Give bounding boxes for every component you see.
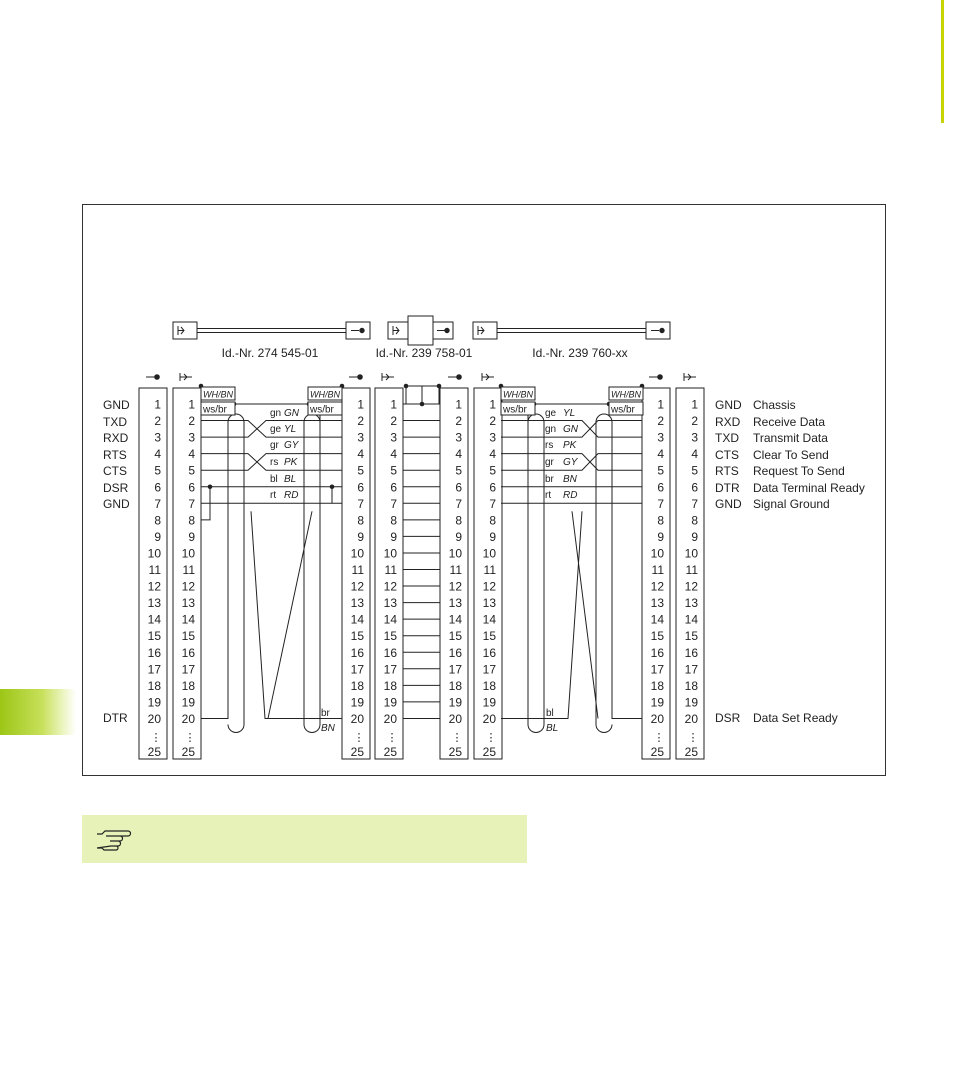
pin-number: 4 (691, 447, 698, 462)
pin-number: 4 (154, 447, 161, 462)
pin-number: 15 (383, 629, 397, 644)
pin-number: 11 (351, 563, 364, 577)
pin-number: 6 (154, 480, 161, 495)
cable-2-id: Id.-Nr. 239 760-xx (532, 346, 628, 360)
right-signal-code: RXD (715, 415, 741, 429)
pin-number: 10 (181, 546, 195, 561)
pin-number: 10 (684, 546, 698, 561)
pin-number: 13 (650, 596, 664, 611)
left-signal: RXD (103, 431, 129, 445)
left-signal: DSR (103, 481, 129, 495)
pin-number: 14 (650, 612, 664, 627)
pin-number: 1 (657, 397, 664, 412)
pin-number: 11 (449, 563, 462, 577)
right-signal-desc: Data Terminal Ready (753, 481, 865, 495)
pin-number: 3 (691, 430, 698, 445)
pin-number: 5 (390, 463, 397, 478)
pin-number: 15 (350, 629, 364, 644)
pin-number: 20 (181, 711, 195, 726)
pin-number: 13 (181, 596, 195, 611)
pin-number: 9 (657, 529, 664, 544)
dtr-loop (201, 414, 244, 732)
female-connector-icon (349, 375, 362, 380)
wire-color-en: GN (563, 424, 578, 435)
right-signal-code: GND (715, 398, 742, 412)
pin-number: 2 (455, 414, 462, 429)
pin-number: 7 (390, 496, 397, 511)
pin-number: 19 (383, 695, 397, 710)
pin-number: 9 (154, 529, 161, 544)
pin-number: 25 (684, 745, 698, 760)
wire-color-de: gn (545, 424, 557, 435)
pin-column (474, 388, 502, 759)
pin-number: 20 (482, 711, 496, 726)
wire-color-en: BL (284, 474, 297, 485)
pin-number: 14 (181, 612, 195, 627)
pin-number: 5 (489, 463, 496, 478)
pin-number: 16 (650, 645, 664, 660)
cable-1-shield-label-right: WH/BN (310, 389, 340, 400)
pin-number: 16 (383, 645, 397, 660)
pin-number: 16 (684, 645, 698, 660)
right-signal-code: DTR (715, 481, 740, 495)
pin-number: 7 (357, 496, 364, 511)
wire-color-en: RD (284, 490, 299, 501)
wire-color-de: gr (545, 457, 554, 468)
pin-number: 3 (154, 430, 161, 445)
pin-ellipsis: ⋮ (184, 732, 196, 744)
pin-number: 8 (455, 513, 462, 528)
male-connector-icon (684, 373, 696, 381)
wires (199, 384, 645, 733)
dtr-cross (501, 511, 582, 718)
pin-number: 6 (357, 480, 364, 495)
pin-number: 4 (489, 447, 496, 462)
pin-number: 18 (650, 678, 664, 693)
dtr-cross (251, 511, 342, 718)
pin-number: 4 (188, 447, 195, 462)
cable-2-wire-labels (501, 387, 643, 734)
pin-number: 12 (383, 579, 397, 594)
pin-number: 11 (182, 563, 195, 577)
cable-2-shield-label-right: WH/BN (611, 389, 641, 400)
adapter-pictogram (388, 316, 453, 345)
pin-column (375, 388, 403, 759)
pin-number: 20 (383, 711, 397, 726)
female-connector-icon (448, 375, 461, 380)
pin-number: 1 (188, 397, 195, 412)
cable-2-pictogram (473, 322, 670, 339)
pin-number: 2 (357, 414, 364, 429)
right-signal-code: CTS (715, 448, 739, 462)
pin-number: 7 (188, 496, 195, 511)
pin-number: 13 (482, 596, 496, 611)
dtr-wire-en: BL (546, 723, 559, 734)
wire-color-en: PK (284, 457, 298, 468)
pin-number: 12 (482, 579, 496, 594)
pin-number: 20 (650, 711, 664, 726)
cable-1-wire-labels (201, 387, 342, 734)
pin-number: 18 (350, 678, 364, 693)
right-signal-dsr-code: DSR (715, 711, 741, 725)
right-signal-desc: Request To Send (753, 464, 845, 478)
pin-number: 15 (650, 629, 664, 644)
pin-number: 25 (482, 745, 496, 760)
wire-color-de: rs (545, 440, 554, 451)
pin-number: 17 (383, 662, 397, 677)
pin-number: 3 (357, 430, 364, 445)
cable-2-shield-label: WH/BN (503, 389, 533, 400)
male-connector-icon (382, 373, 394, 381)
pin-number: 7 (154, 496, 161, 511)
pin-number: 9 (489, 529, 496, 544)
right-signal-code: RTS (715, 464, 739, 478)
wire-color-de: br (545, 474, 554, 485)
pin-number: 5 (154, 463, 161, 478)
right-signal-code: GND (715, 497, 742, 511)
pin-number: 25 (383, 745, 397, 760)
left-signal: TXD (103, 415, 127, 429)
pin-number: 3 (489, 430, 496, 445)
pin-number: 3 (390, 430, 397, 445)
pin-number: 11 (483, 563, 496, 577)
pin-number: 6 (489, 480, 496, 495)
pin-number: 19 (448, 695, 462, 710)
pin-number: 7 (657, 496, 664, 511)
pin-number: 8 (691, 513, 698, 528)
right-signal-dsr-desc: Data Set Ready (753, 711, 838, 725)
right-signal-desc: Chassis (753, 398, 796, 412)
pin-ellipsis: ⋮ (353, 732, 365, 744)
pin-number: 13 (684, 596, 698, 611)
dtr-loop (596, 414, 642, 732)
pin-number: 8 (154, 513, 161, 528)
left-signal: GND (103, 398, 130, 412)
pin-number: 2 (691, 414, 698, 429)
pin-number: 16 (147, 645, 161, 660)
pin-ellipsis: ⋮ (485, 732, 497, 744)
pin-number: 14 (482, 612, 496, 627)
pin-number: 15 (181, 629, 195, 644)
dtr-cross (268, 511, 312, 718)
wire-color-de: rs (270, 457, 279, 468)
connector-symbols (146, 373, 696, 381)
pin-number: 8 (390, 513, 397, 528)
pin-number: 8 (489, 513, 496, 528)
pin-number: 18 (482, 678, 496, 693)
male-connector-icon (180, 373, 192, 381)
pin-number: 8 (357, 513, 364, 528)
pin-number: 13 (383, 596, 397, 611)
pin-number: 17 (350, 662, 364, 677)
pin-number: 15 (482, 629, 496, 644)
pin-number: 18 (147, 678, 161, 693)
pin-number: 10 (350, 546, 364, 561)
pin-number: 1 (154, 397, 161, 412)
pin-number: 3 (657, 430, 664, 445)
pin-number: 9 (390, 529, 397, 544)
pin-number: 1 (390, 397, 397, 412)
male-connector-icon (482, 373, 494, 381)
pin-number: 10 (147, 546, 161, 561)
pin-number: 19 (181, 695, 195, 710)
adapter-id: Id.-Nr. 239 758-01 (375, 346, 473, 360)
pin-number: 25 (650, 745, 664, 760)
pin-number: 12 (147, 579, 161, 594)
wire-color-en: RD (563, 490, 578, 501)
pin-number: 14 (350, 612, 364, 627)
wire-color-de: ge (270, 424, 282, 435)
left-signal: CTS (103, 464, 127, 478)
pin-number: 6 (657, 480, 664, 495)
right-signal-desc: Clear To Send (753, 448, 829, 462)
pin-number: 12 (350, 579, 364, 594)
pin-number: 5 (188, 463, 195, 478)
right-signal-code: TXD (715, 431, 739, 445)
pin-number: 17 (684, 662, 698, 677)
pin-number: 11 (651, 563, 664, 577)
right-signal-labels (715, 398, 865, 725)
right-signal-desc: Transmit Data (753, 431, 828, 445)
pin-number: 17 (448, 662, 462, 677)
pin-number: 2 (489, 414, 496, 429)
pin-number: 18 (448, 678, 462, 693)
female-connector-icon (649, 375, 662, 380)
wire-color-en: GY (284, 440, 299, 451)
pin-number: 9 (691, 529, 698, 544)
pin-number: 10 (383, 546, 397, 561)
left-signal: GND (103, 497, 130, 511)
wire-color-en: PK (563, 440, 577, 451)
pin-number: 19 (650, 695, 664, 710)
pin-number: 14 (448, 612, 462, 627)
pin-number: 16 (482, 645, 496, 660)
pin-column (342, 388, 370, 759)
pin-number: 20 (350, 711, 364, 726)
pin-number: 2 (188, 414, 195, 429)
pin-number: 18 (383, 678, 397, 693)
pin-number: 25 (147, 745, 161, 760)
pin-ellipsis: ⋮ (386, 732, 398, 744)
dtr-loop (304, 410, 320, 732)
pin-ellipsis: ⋮ (451, 732, 463, 744)
pin-number: 4 (455, 447, 462, 462)
pin-number: 17 (147, 662, 161, 677)
pin-number: 11 (148, 563, 161, 577)
pin-number: 15 (448, 629, 462, 644)
pin-number: 13 (448, 596, 462, 611)
pin-number: 20 (684, 711, 698, 726)
pin-number: 5 (657, 463, 664, 478)
pin-ellipsis: ⋮ (687, 732, 699, 744)
pin-number: 18 (181, 678, 195, 693)
pin-columns (139, 388, 704, 759)
wire-color-de: ge (545, 408, 557, 419)
pin-number: 25 (181, 745, 195, 760)
pin-number: 17 (650, 662, 664, 677)
wire-color-en: YL (284, 424, 297, 435)
pin-number: 8 (657, 513, 664, 528)
pin-number: 16 (448, 645, 462, 660)
pin-number: 5 (455, 463, 462, 478)
pin-number: 6 (691, 480, 698, 495)
pin-number: 1 (455, 397, 462, 412)
pin-number: 3 (188, 430, 195, 445)
right-signal-desc: Receive Data (753, 415, 826, 429)
pointing-hand-icon (97, 831, 131, 850)
pin-number: 15 (684, 629, 698, 644)
pin-number: 13 (147, 596, 161, 611)
wire-color-de: rt (545, 490, 552, 501)
wire-color-en: GN (284, 408, 299, 419)
cable-1-inner-label-right: ws/br (310, 404, 334, 416)
dtr-wire-en: BN (321, 723, 335, 734)
pin-number: 11 (384, 563, 397, 577)
left-signal: RTS (103, 448, 127, 462)
pin-number: 12 (650, 579, 664, 594)
pin-column (642, 388, 670, 759)
pin-number: 2 (154, 414, 161, 429)
pin-number: 16 (350, 645, 364, 660)
wire-color-de: gn (270, 408, 282, 419)
pin-number: 14 (147, 612, 161, 627)
pin-number: 7 (489, 496, 496, 511)
pin-number: 10 (448, 546, 462, 561)
pin-number: 19 (684, 695, 698, 710)
cable-2-inner-label: ws/br (503, 404, 527, 416)
pin-number: 14 (684, 612, 698, 627)
pin-number: 19 (350, 695, 364, 710)
left-signal-labels (103, 398, 130, 725)
shield-wire (406, 386, 439, 404)
wire-color-de: rt (270, 490, 277, 501)
pin-number: 12 (181, 579, 195, 594)
pin-number: 2 (390, 414, 397, 429)
pin-number: 12 (684, 579, 698, 594)
pin-number: 1 (691, 397, 698, 412)
pin-column (139, 388, 167, 759)
pin-number: 1 (489, 397, 496, 412)
wire-color-en: YL (563, 408, 576, 419)
pin-number: 5 (691, 463, 698, 478)
cable-1-inner-label: ws/br (203, 404, 227, 416)
pin-number: 19 (147, 695, 161, 710)
pin-number: 18 (684, 678, 698, 693)
pin-number: 14 (383, 612, 397, 627)
female-connector-icon (146, 375, 159, 380)
pin-number: 25 (448, 745, 462, 760)
cable-2-inner-label-right: ws/br (611, 404, 635, 416)
cable-1-shield-label: WH/BN (203, 389, 233, 400)
cable-1-id: Id.-Nr. 274 545-01 (221, 346, 319, 360)
wire-color-de: bl (270, 474, 278, 485)
pin-number: 7 (691, 496, 698, 511)
pin-number: 19 (482, 695, 496, 710)
dtr-wire-de: bl (546, 708, 554, 719)
pin-number: 6 (455, 480, 462, 495)
pin-column (676, 388, 704, 759)
pin-number: 11 (685, 563, 698, 577)
right-signal-desc: Signal Ground (753, 497, 830, 511)
pin-number: 20 (448, 711, 462, 726)
pin-number: 9 (188, 529, 195, 544)
pin-number: 7 (455, 496, 462, 511)
pin-number: 9 (357, 529, 364, 544)
pin-number: 20 (147, 711, 161, 726)
wire-color-en: BN (563, 474, 577, 485)
pin-ellipsis: ⋮ (150, 732, 162, 744)
pin-number: 4 (357, 447, 364, 462)
pin-number: 15 (147, 629, 161, 644)
pin-number: 10 (650, 546, 664, 561)
pin-ellipsis: ⋮ (653, 732, 665, 744)
pin-number: 2 (657, 414, 664, 429)
pin-number: 3 (455, 430, 462, 445)
pin-number: 25 (350, 745, 364, 760)
pin-number: 10 (482, 546, 496, 561)
pin-number: 6 (390, 480, 397, 495)
pin-number: 4 (390, 447, 397, 462)
pin-number: 6 (188, 480, 195, 495)
wire-color-de: gr (270, 440, 279, 451)
pin-number: 1 (357, 397, 364, 412)
pin-number: 16 (181, 645, 195, 660)
pin-number: 17 (482, 662, 496, 677)
pin-number: 13 (350, 596, 364, 611)
pin-number: 5 (357, 463, 364, 478)
pin-column (173, 388, 201, 759)
pin-number: 4 (657, 447, 664, 462)
left-signal-dtr: DTR (103, 711, 128, 725)
pin-number: 12 (448, 579, 462, 594)
dtr-wire-de: br (321, 708, 330, 719)
wire-color-en: GY (563, 457, 578, 468)
dtr-loop (528, 410, 544, 732)
pin-number: 17 (181, 662, 195, 677)
dtr-cross (572, 511, 598, 718)
pin-number: 9 (455, 529, 462, 544)
pin-column (440, 388, 468, 759)
cable-1-pictogram (173, 322, 370, 339)
pin-number: 8 (188, 513, 195, 528)
